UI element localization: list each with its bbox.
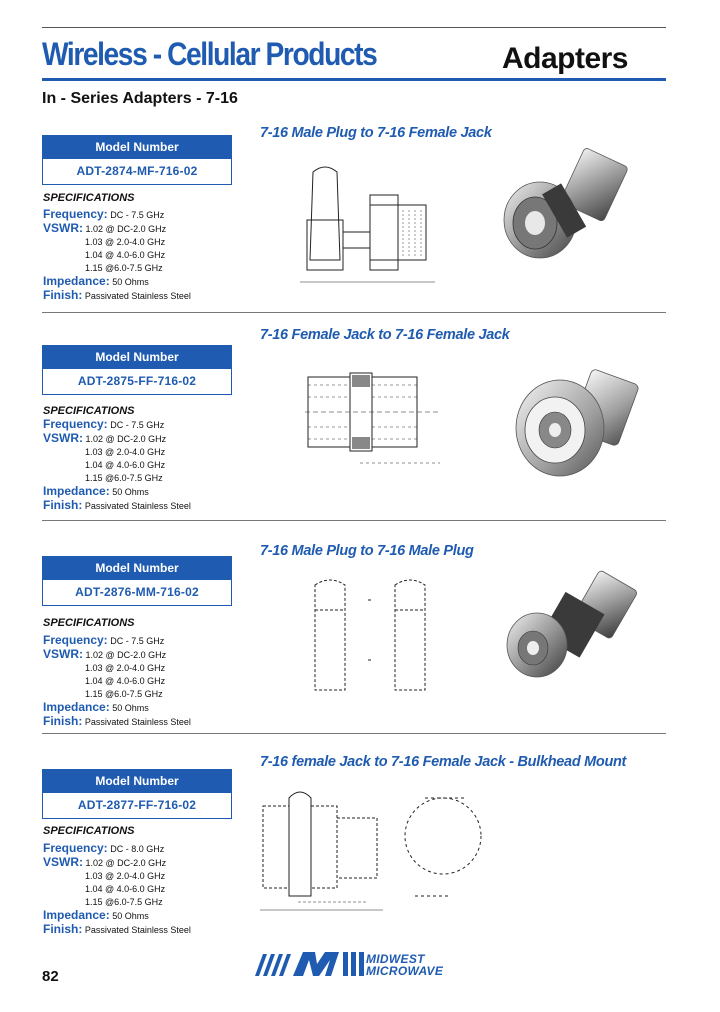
model-number: ADT-2874-MF-716-02 (76, 164, 198, 178)
spec-finish: Finish: Passivated Stainless Steel (43, 922, 191, 936)
spec-vswr-line: 1.15 @6.0-7.5 GHz (85, 689, 163, 699)
spec-frequency: Frequency: DC - 7.5 GHz (43, 207, 165, 221)
section-divider (42, 733, 666, 734)
midwest-microwave-logo-icon (255, 950, 365, 978)
spec-impedance: Impedance: 50 Ohms (43, 274, 149, 288)
section-title: Adapters (501, 42, 628, 75)
model-number-label: Model Number (43, 136, 231, 159)
spec-list (43, 634, 273, 729)
model-number: ADT-2875-FF-716-02 (77, 374, 197, 388)
specifications-heading: SPECIFICATIONS (43, 825, 135, 837)
spec-vswr-line: 1.03 @ 2.0-4.0 GHz (85, 237, 166, 247)
spec-list (43, 842, 273, 937)
product-photo (505, 778, 645, 908)
spec-impedance: Impedance: 50 Ohms (43, 908, 149, 922)
technical-drawing-front (395, 788, 495, 908)
spec-vswr: VSWR: 1.02 @ DC-2.0 GHz (43, 647, 167, 661)
section-divider (42, 312, 666, 313)
technical-drawing (295, 160, 445, 295)
product-title: 7-16 female Jack to 7-16 Female Jack - Bulkhead Mount (260, 754, 627, 770)
spec-vswr-line: 1.04 @ 4.0-6.0 GHz (85, 460, 166, 470)
spec-finish: Finish: Passivated Stainless Steel (43, 714, 191, 728)
product-title: 7-16 Male Plug to 7-16 Male Plug (260, 543, 474, 559)
model-number-box (42, 135, 232, 185)
spec-vswr-line: 1.03 @ 2.0-4.0 GHz (85, 871, 166, 881)
product-photo (500, 360, 640, 485)
spec-impedance: Impedance: 50 Ohms (43, 484, 149, 498)
model-number-box (42, 769, 232, 819)
top-rule (42, 27, 666, 28)
product-title: 7-16 Male Plug to 7-16 Female Jack (260, 125, 492, 141)
specifications-heading: SPECIFICATIONS (43, 617, 135, 629)
spec-list (43, 208, 273, 303)
spec-frequency: Frequency: DC - 8.0 GHz (43, 841, 165, 855)
model-number: ADT-2876-MM-716-02 (75, 585, 199, 599)
model-number: ADT-2877-FF-716-02 (77, 798, 197, 812)
model-number-box (42, 556, 232, 606)
title-rule (42, 78, 666, 81)
product-photo (495, 145, 635, 265)
spec-vswr-line: 1.15 @6.0-7.5 GHz (85, 473, 163, 483)
spec-vswr-line: 1.15 @6.0-7.5 GHz (85, 897, 163, 907)
page-subtitle: In - Series Adapters - 7-16 (42, 90, 238, 107)
spec-vswr-line: 1.04 @ 4.0-6.0 GHz (85, 676, 166, 686)
product-photo (495, 565, 640, 685)
spec-vswr-line: 1.04 @ 4.0-6.0 GHz (85, 884, 166, 894)
spec-frequency: Frequency: DC - 7.5 GHz (43, 417, 165, 431)
spec-vswr-line: 1.04 @ 4.0-6.0 GHz (85, 250, 166, 260)
spec-vswr-line: 1.03 @ 2.0-4.0 GHz (85, 447, 166, 457)
specifications-heading: SPECIFICATIONS (43, 405, 135, 417)
spec-finish: Finish: Passivated Stainless Steel (43, 498, 191, 512)
technical-drawing (300, 365, 450, 475)
spec-vswr-line: 1.15 @6.0-7.5 GHz (85, 263, 163, 273)
model-number-box (42, 345, 232, 395)
model-number-label: Model Number (43, 557, 231, 580)
page-title: Wireless - Cellular Products (42, 36, 377, 72)
spec-vswr: VSWR: 1.02 @ DC-2.0 GHz (43, 431, 167, 445)
model-number-label: Model Number (43, 770, 231, 793)
model-number-label: Model Number (43, 346, 231, 369)
product-title: 7-16 Female Jack to 7-16 Female Jack (260, 327, 510, 343)
spec-list (43, 418, 273, 513)
spec-vswr: VSWR: 1.02 @ DC-2.0 GHz (43, 221, 167, 235)
spec-finish: Finish: Passivated Stainless Steel (43, 288, 191, 302)
section-divider (42, 520, 666, 521)
technical-drawing-side (258, 778, 390, 918)
specifications-heading: SPECIFICATIONS (43, 192, 135, 204)
technical-drawing (300, 575, 450, 705)
spec-vswr-line: 1.03 @ 2.0-4.0 GHz (85, 663, 166, 673)
spec-vswr: VSWR: 1.02 @ DC-2.0 GHz (43, 855, 167, 869)
page-number: 82 (42, 968, 59, 985)
spec-impedance: Impedance: 50 Ohms (43, 700, 149, 714)
company-name: MIDWEST MICROWAVE (366, 952, 444, 978)
spec-frequency: Frequency: DC - 7.5 GHz (43, 633, 165, 647)
